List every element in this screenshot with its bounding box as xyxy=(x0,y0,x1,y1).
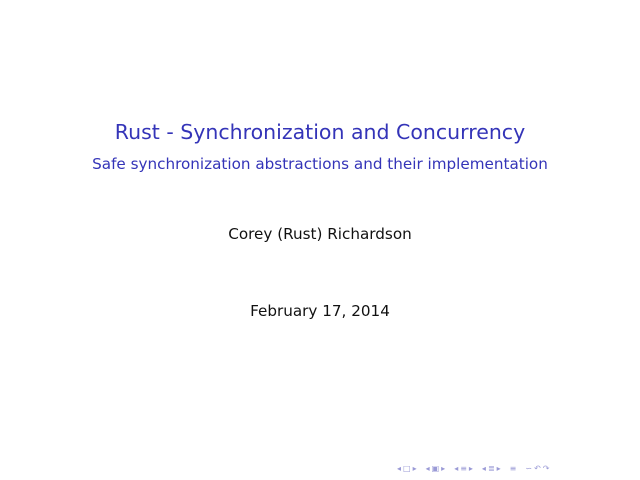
slide-icon: □ xyxy=(403,464,411,473)
subsection-nav-group xyxy=(453,463,474,475)
slide-nav-group xyxy=(396,463,418,475)
forward-icon[interactable]: ↷ xyxy=(542,464,550,473)
section-next-icon[interactable]: ▸ xyxy=(496,464,501,473)
section-nav-group xyxy=(481,463,502,475)
toc-icon[interactable]: ≡ xyxy=(509,464,517,473)
subsection-next-icon[interactable]: ▸ xyxy=(468,464,473,473)
beamer-navigation-bar xyxy=(396,463,636,475)
subsection-icon: ≡ xyxy=(460,464,467,473)
subsection-prev-icon[interactable]: ◂ xyxy=(454,464,459,473)
search-nav-group xyxy=(524,463,550,475)
back-icon[interactable]: ↶ xyxy=(534,464,541,473)
frame-next-icon[interactable]: ▸ xyxy=(441,464,446,473)
frame-icon: ▣ xyxy=(431,464,440,473)
slide-author: Corey (Rust) Richardson xyxy=(228,225,412,243)
section-prev-icon[interactable]: ◂ xyxy=(481,464,486,473)
slide-title: Rust - Synchronization and Concurrency xyxy=(114,120,526,144)
toc-nav-group xyxy=(509,463,518,475)
frame-prev-icon[interactable]: ◂ xyxy=(425,464,430,473)
slide-next-icon[interactable]: ▸ xyxy=(412,464,417,473)
search-icon[interactable]: ∽ xyxy=(525,464,533,473)
frame-nav-group xyxy=(425,463,447,475)
section-icon: ≣ xyxy=(487,464,495,473)
slide-date: February 17, 2014 xyxy=(250,302,390,320)
slide-prev-icon[interactable]: ◂ xyxy=(397,464,402,473)
slide-subtitle: Safe synchronization abstractions and their implementation xyxy=(92,155,548,173)
